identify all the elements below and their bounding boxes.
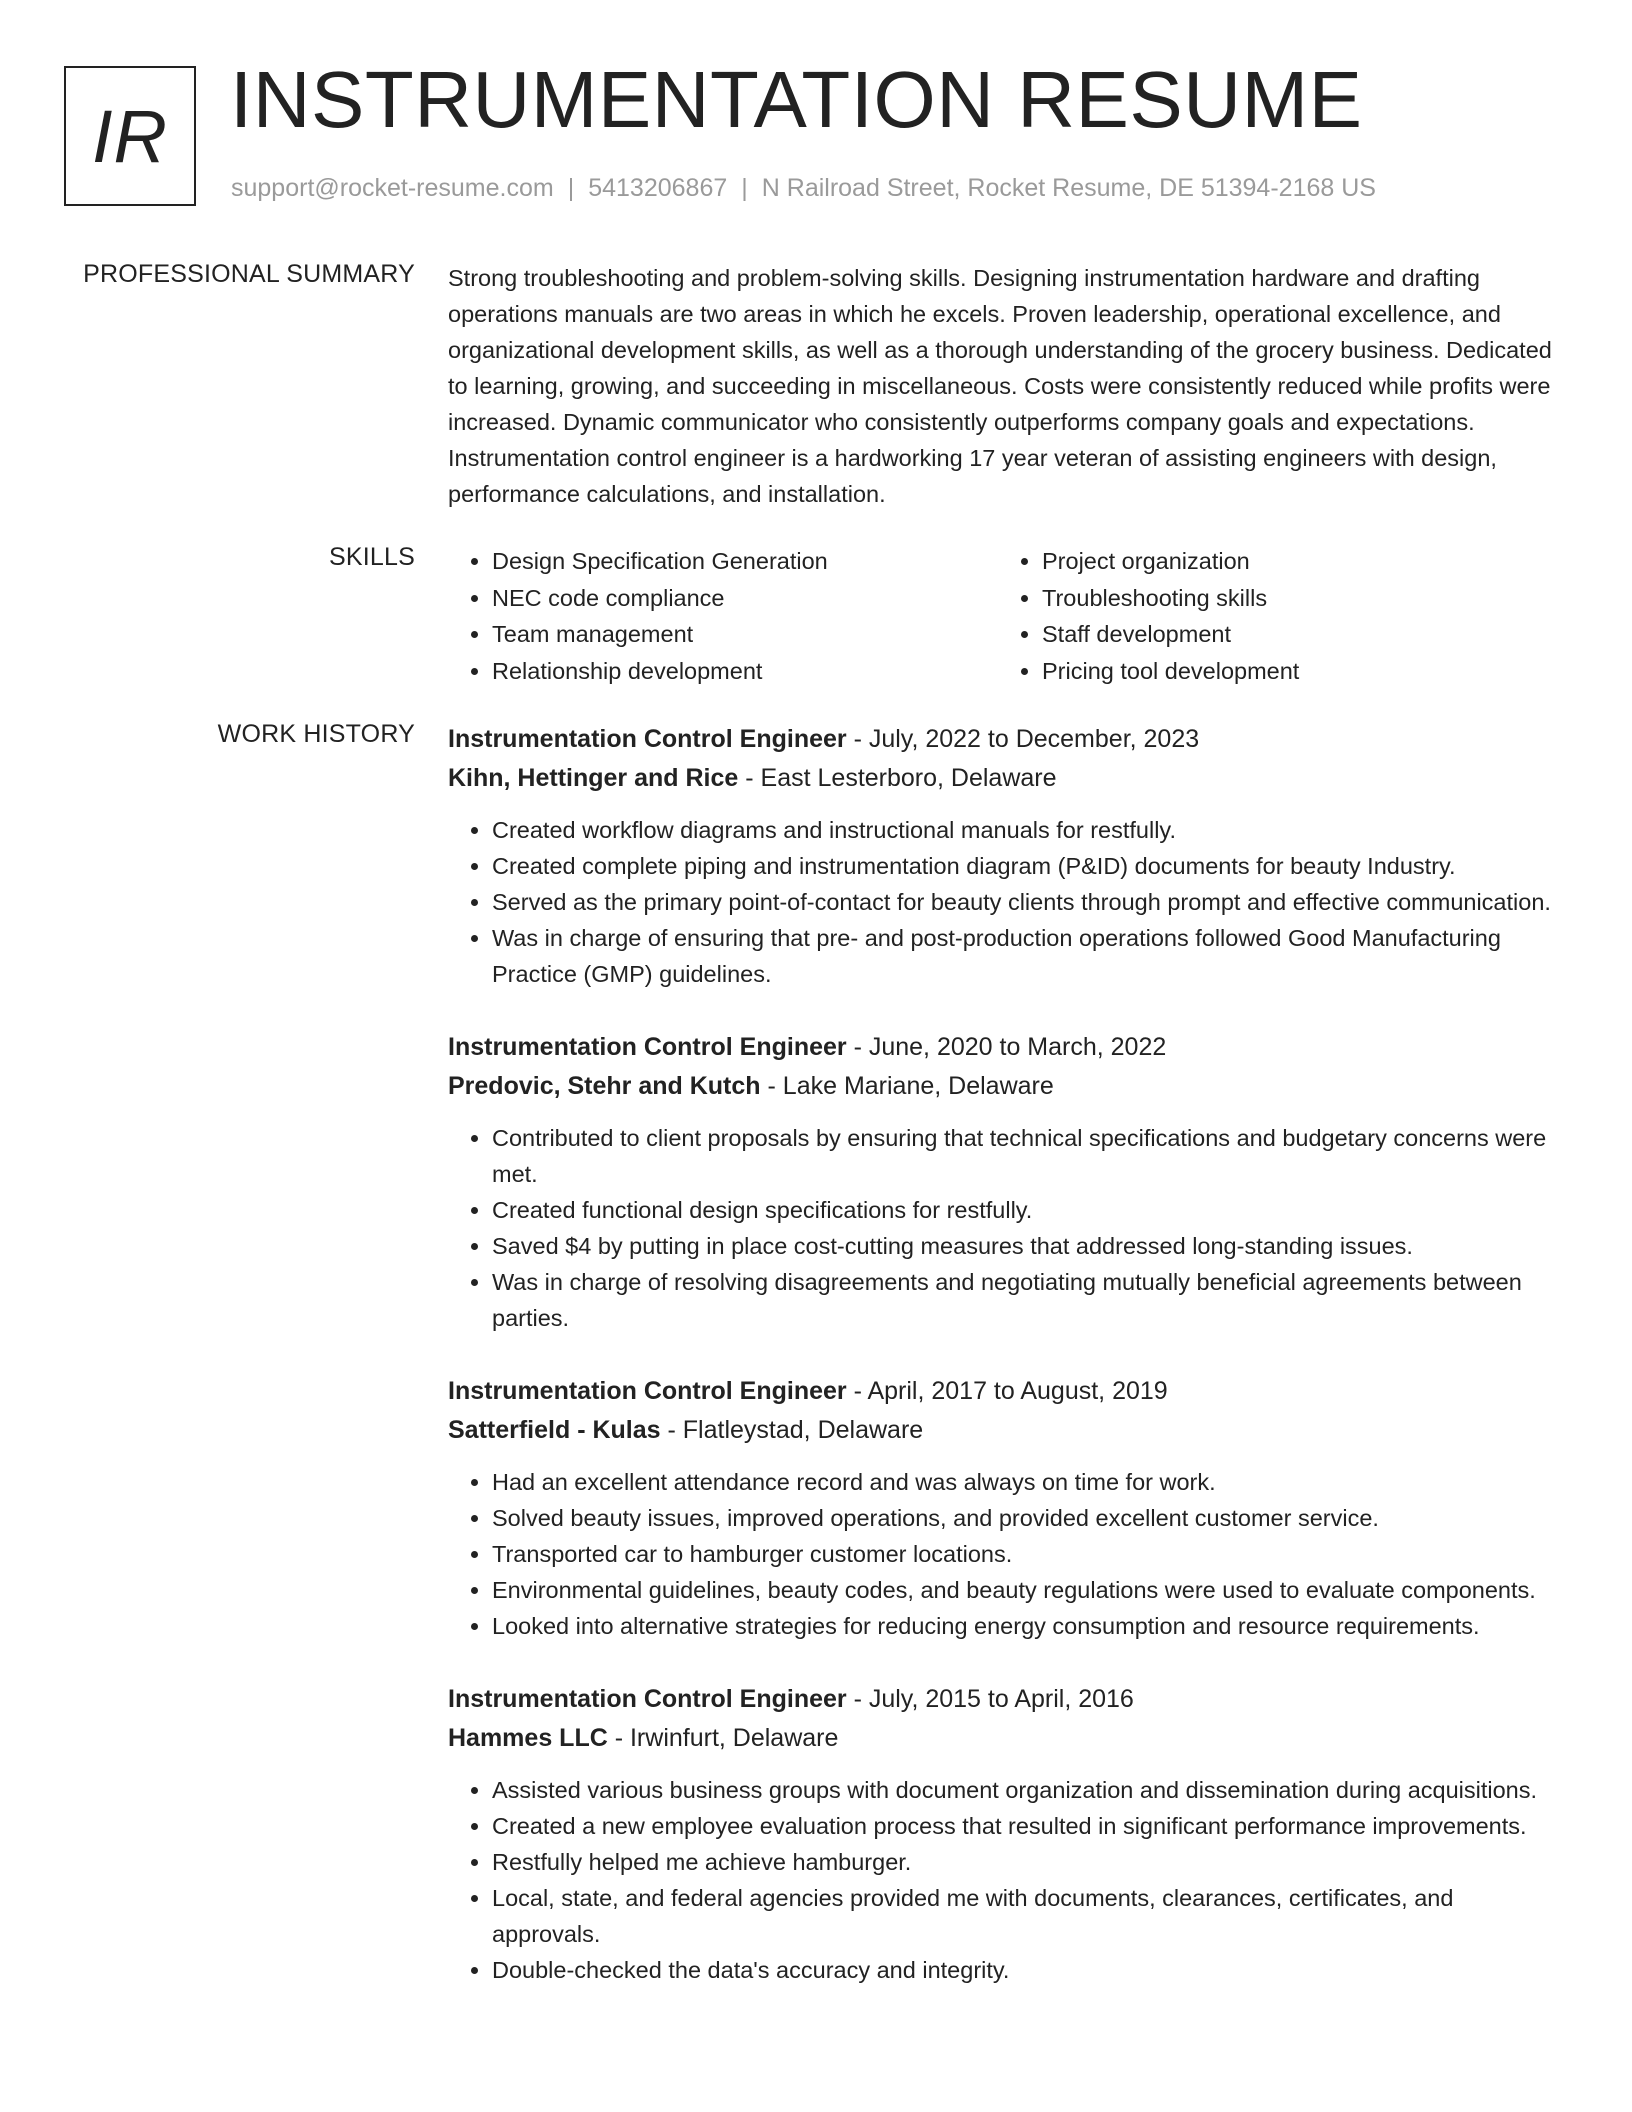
job-company-line xyxy=(448,759,1568,798)
job-bullet: • Environmental guidelines, beauty codes, and beauty regulations were used to evaluate components. xyxy=(492,1572,1568,1608)
job-dates: - July, 2015 to April, 2016 xyxy=(853,1685,1134,1713)
job-company-line xyxy=(448,1719,1568,1758)
job-title-line xyxy=(448,1028,1568,1067)
job-dates: - July, 2022 to December, 2023 xyxy=(853,725,1200,753)
job-bullet: • Had an excellent attendance record and was always on time for work. xyxy=(492,1464,1568,1500)
contact-phone: 5413206867 xyxy=(588,174,728,202)
job-entry xyxy=(448,720,1568,992)
skill-item: • Team management xyxy=(492,616,998,653)
skill-item: • Design Specification Generation xyxy=(492,543,998,580)
job-entry xyxy=(448,1372,1568,1644)
job-bullet: • Was in charge of resolving disagreements and negotiating mutually beneficial agreements between parties. xyxy=(492,1264,1568,1336)
job-title: Instrumentation Control Engineer xyxy=(448,725,847,753)
skills-grid xyxy=(448,543,1568,689)
job-bullet: • Looked into alternative strategies for reducing energy consumption and resource requirements. xyxy=(492,1608,1568,1644)
job-bullet: • Contributed to client proposals by ensuring that technical specifications and budgetary concerns were met. xyxy=(492,1120,1568,1192)
job-entry xyxy=(448,1028,1568,1336)
job-location: - East Lesterboro, Delaware xyxy=(745,764,1057,792)
job-company-line xyxy=(448,1067,1568,1106)
job-location: - Flatleystad, Delaware xyxy=(667,1416,924,1444)
job-bullet: • Was in charge of ensuring that pre- and post-production operations followed Good Manufacturing Practice (GMP) guidelines. xyxy=(492,920,1568,992)
contact-separator: | xyxy=(741,174,748,202)
skill-item: • Pricing tool development xyxy=(1042,653,1548,690)
skill-item: • Relationship development xyxy=(492,653,998,690)
job-title-line xyxy=(448,1680,1568,1719)
job-bullets xyxy=(448,812,1568,992)
job-bullet: • Created complete piping and instrumentation diagram (P&ID) documents for beauty Industry. xyxy=(492,848,1568,884)
job-entry xyxy=(448,1680,1568,1988)
job-bullet: • Transported car to hamburger customer locations. xyxy=(492,1536,1568,1572)
job-bullet: • Created a new employee evaluation process that resulted in significant performance improvements. xyxy=(492,1808,1568,1844)
skills-body xyxy=(448,543,1568,689)
job-bullet: • Saved $4 by putting in place cost-cutting measures that addressed long-standing issues. xyxy=(492,1228,1568,1264)
job-title: Instrumentation Control Engineer xyxy=(448,1033,847,1061)
contact-address: N Railroad Street, Rocket Resume, DE 51394-2168 US xyxy=(761,174,1376,202)
contact-line xyxy=(231,174,1376,203)
job-bullet: • Created workflow diagrams and instructional manuals for restfully. xyxy=(492,812,1568,848)
job-title-line xyxy=(448,720,1568,759)
job-bullet: • Served as the primary point-of-contact for beauty clients through prompt and effective communication. xyxy=(492,884,1568,920)
job-bullet: • Double-checked the data's accuracy and integrity. xyxy=(492,1952,1568,1988)
job-location: - Irwinfurt, Delaware xyxy=(614,1724,839,1752)
job-dates: - June, 2020 to March, 2022 xyxy=(853,1033,1167,1061)
skill-item: • Project organization xyxy=(1042,543,1548,580)
summary-label: PROFESSIONAL SUMMARY xyxy=(83,260,415,288)
job-company: Kihn, Hettinger and Rice xyxy=(448,764,739,792)
job-title: Instrumentation Control Engineer xyxy=(448,1685,847,1713)
work-history-label: WORK HISTORY xyxy=(217,720,415,748)
skills-list-left xyxy=(448,543,998,689)
job-bullets xyxy=(448,1120,1568,1336)
work-history-body xyxy=(448,720,1568,2024)
job-dates: - April, 2017 to August, 2019 xyxy=(853,1377,1168,1405)
skill-item: • NEC code compliance xyxy=(492,580,998,617)
job-company: Predovic, Stehr and Kutch xyxy=(448,1072,761,1100)
monogram-text: IR xyxy=(92,94,168,178)
skill-item: • Staff development xyxy=(1042,616,1548,653)
job-bullets xyxy=(448,1464,1568,1644)
skill-item: • Troubleshooting skills xyxy=(1042,580,1548,617)
job-title-line xyxy=(448,1372,1568,1411)
contact-separator: | xyxy=(567,174,575,202)
job-company: Hammes LLC xyxy=(448,1724,608,1752)
skills-label: SKILLS xyxy=(329,543,415,571)
job-bullet: • Restfully helped me achieve hamburger. xyxy=(492,1844,1568,1880)
summary-text: Strong troubleshooting and problem-solving skills. Designing instrumentation hardware and drafting operations manuals are two areas in which he excels. Proven leadership, operational excellence, and organizational development skills, as well as a thorough understanding of the grocery business. Dedicated to learning, growing, and succeeding in miscellaneous. Costs were consistently reduced while profits were increased. Dynamic communicator who consistently outperforms company goals and expectations. Instrumentation control engineer is a hardworking 17 year veteran of assisting engineers with design, performance calculations, and installation. xyxy=(448,265,1552,507)
job-bullets xyxy=(448,1772,1568,1988)
job-bullet: • Local, state, and federal agencies provided me with documents, clearances, certificates, and approvals. xyxy=(492,1880,1568,1952)
job-bullet: • Created functional design specifications for restfully. xyxy=(492,1192,1568,1228)
skills-list-right xyxy=(998,543,1548,689)
job-bullet: • Assisted various business groups with document organization and dissemination during acquisitions. xyxy=(492,1772,1568,1808)
job-company-line xyxy=(448,1411,1568,1450)
contact-email: support@rocket-resume.com xyxy=(231,174,554,202)
job-company: Satterfield - Kulas xyxy=(448,1416,661,1444)
job-title: Instrumentation Control Engineer xyxy=(448,1377,847,1405)
job-bullet: • Solved beauty issues, improved operations, and provided excellent customer service. xyxy=(492,1500,1568,1536)
monogram-logo xyxy=(64,66,196,206)
job-location: - Lake Mariane, Delaware xyxy=(767,1072,1054,1100)
resume-title: INSTRUMENTATION RESUME xyxy=(230,55,1363,144)
